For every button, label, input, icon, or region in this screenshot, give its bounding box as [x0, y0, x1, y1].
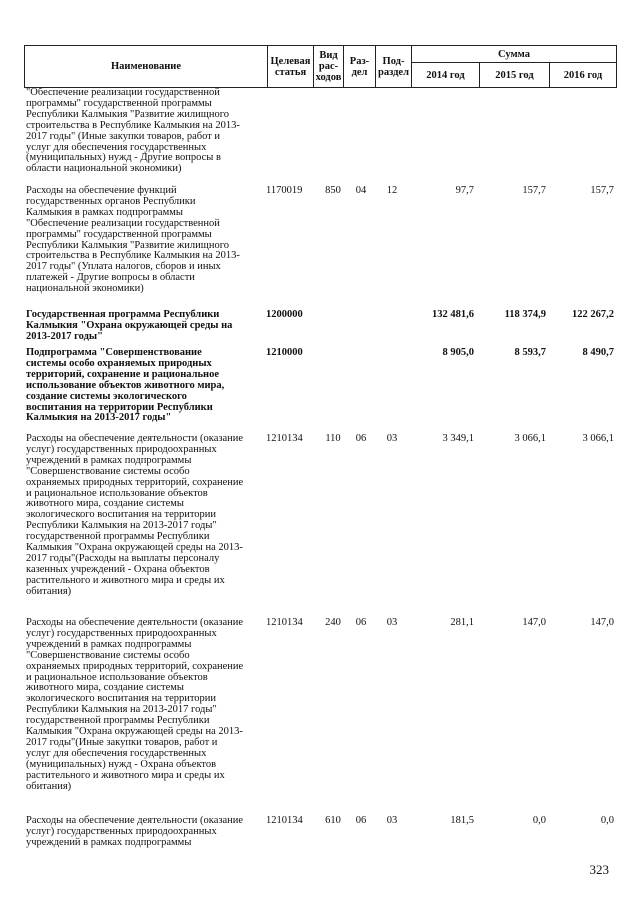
header-year-2016: 2016 год — [549, 63, 616, 87]
header-year-2015: 2015 год — [479, 63, 549, 87]
header-year-2014: 2014 год — [411, 63, 479, 87]
row-sum-2016: 157,7 — [590, 185, 614, 196]
row-code: 1210134 — [266, 433, 303, 444]
row-sum-2015: 0,0 — [532, 815, 546, 826]
page-number: 323 — [589, 862, 609, 877]
header-code: Целевая статья — [267, 46, 313, 87]
row-code: 1170019 — [266, 185, 303, 196]
row-description: Расходы на обеспечение деятельности (оказание услуг) государственных природоохранных учреждений в рамках подпрограммы "Совершенствование системы особо охраняемых природных территорий, сохранение и рациональное использование объектов животного мира, создание системы экологического воспитания на территории Республики Калмыкия на 2013-2017 годы" государственной программы Республики Калмыкия "Охрана окружающей среды на 2013- 2017 годы"(Иные закупки товаров, работ и услуг для обеспечения государственных (муниципальных) нужд - Охрана объектов растительного и животного мира и среды их обитания) — [26, 617, 244, 792]
row-code: 1210134 — [266, 815, 303, 826]
table-header — [24, 45, 617, 88]
row-sum-2014: 3 349,1 — [442, 433, 474, 444]
row-podrazdel: 12 — [386, 185, 398, 196]
row-razdel: 06 — [355, 815, 367, 826]
row-razdel: 06 — [355, 617, 367, 628]
row-sum-2015: 147,0 — [522, 617, 546, 628]
row-podrazdel: 03 — [386, 815, 398, 826]
row-sum-2014: 281,1 — [450, 617, 474, 628]
row-vid: 110 — [325, 433, 341, 444]
row-description: Расходы на обеспечение функций государственных органов Республики Калмыкия в рамках подпрограммы "Обеспечение реализации государственной программы" государственной программы Республики Калмыкия "Развитие жилищного строительства в Республике Калмыкия на 2013- 2017 годы" (Уплата налогов, сборов и иных платежей - Другие вопросы в области национальной экономики) — [26, 185, 240, 295]
row-sum-2016: 8 490,7 — [582, 347, 614, 358]
row-sum-2015: 118 374,9 — [504, 309, 546, 320]
row-description: Государственная программа Республики Калмыкия "Охрана окружающей среды на 2013-2017 годы" — [26, 309, 233, 342]
row-description: Расходы на обеспечение деятельности (оказание услуг) государственных природоохранных учреждений в рамках подпрограммы "Совершенствование системы особо охраняемых природных территорий, сохранение и рациональное использование объектов животного мира, создание системы экологического воспитания на территории Республики Калмыкия на 2013-2017 годы" государственной программы Республики Калмыкия "Охрана окружающей среды на 2013- 2017 годы"(Расходы на выплаты персоналу казенных учреждений - Охрана объектов растительного и животного мира и среды их обитания) — [26, 433, 244, 597]
row-description: Расходы на обеспечение деятельности (оказание услуг) государственных природоохранных учреждений в рамках подпрограммы — [26, 815, 244, 848]
row-code: 1200000 — [266, 309, 303, 320]
header-vid: Вид рас-ходов — [313, 46, 343, 87]
row-sum-2016: 3 066,1 — [582, 433, 614, 444]
row-sum-2014: 132 481,6 — [432, 309, 474, 320]
row-sum-2015: 3 066,1 — [514, 433, 546, 444]
row-code: 1210000 — [266, 347, 303, 358]
row-description: Подпрограмма "Совершенствование системы особо охраняемых природных территорий, сохранение и рациональное использование объектов животного мира, создание системы экологического воспитания на территории Республики Калмыкия на 2013-2017 годы" — [26, 347, 225, 424]
row-podrazdel: 03 — [386, 433, 398, 444]
header-sum: Сумма — [411, 46, 616, 63]
row-sum-2016: 0,0 — [600, 815, 614, 826]
row-sum-2016: 147,0 — [590, 617, 614, 628]
row-vid: 240 — [325, 617, 341, 628]
row-vid: 850 — [325, 185, 341, 196]
row-sum-2014: 97,7 — [455, 185, 474, 196]
row-razdel: 06 — [355, 433, 367, 444]
header-podrazdel: Под-раздел — [375, 46, 411, 87]
row-code: 1210134 — [266, 617, 303, 628]
header-name: Наименование — [111, 61, 181, 72]
header-razdel: Раз-дел — [343, 46, 375, 87]
row-sum-2016: 122 267,2 — [572, 309, 614, 320]
row-vid: 610 — [325, 815, 341, 826]
row-razdel: 04 — [355, 185, 367, 196]
row-sum-2014: 8 905,0 — [442, 347, 474, 358]
row-sum-2014: 181,5 — [450, 815, 474, 826]
row-sum-2015: 157,7 — [522, 185, 546, 196]
row-sum-2015: 8 593,7 — [514, 347, 546, 358]
row-podrazdel: 03 — [386, 617, 398, 628]
row-description: "Обеспечение реализации государственной программы" государственной программы Республики Калмыкия "Развитие жилищного строительства в Республике Калмыкия на 2013- 2017 годы" (Иные закупки товаров, работ и услуг для обеспечения государственных (муниципальных) нужд - Другие вопросы в области национальной экономики) — [26, 87, 240, 175]
